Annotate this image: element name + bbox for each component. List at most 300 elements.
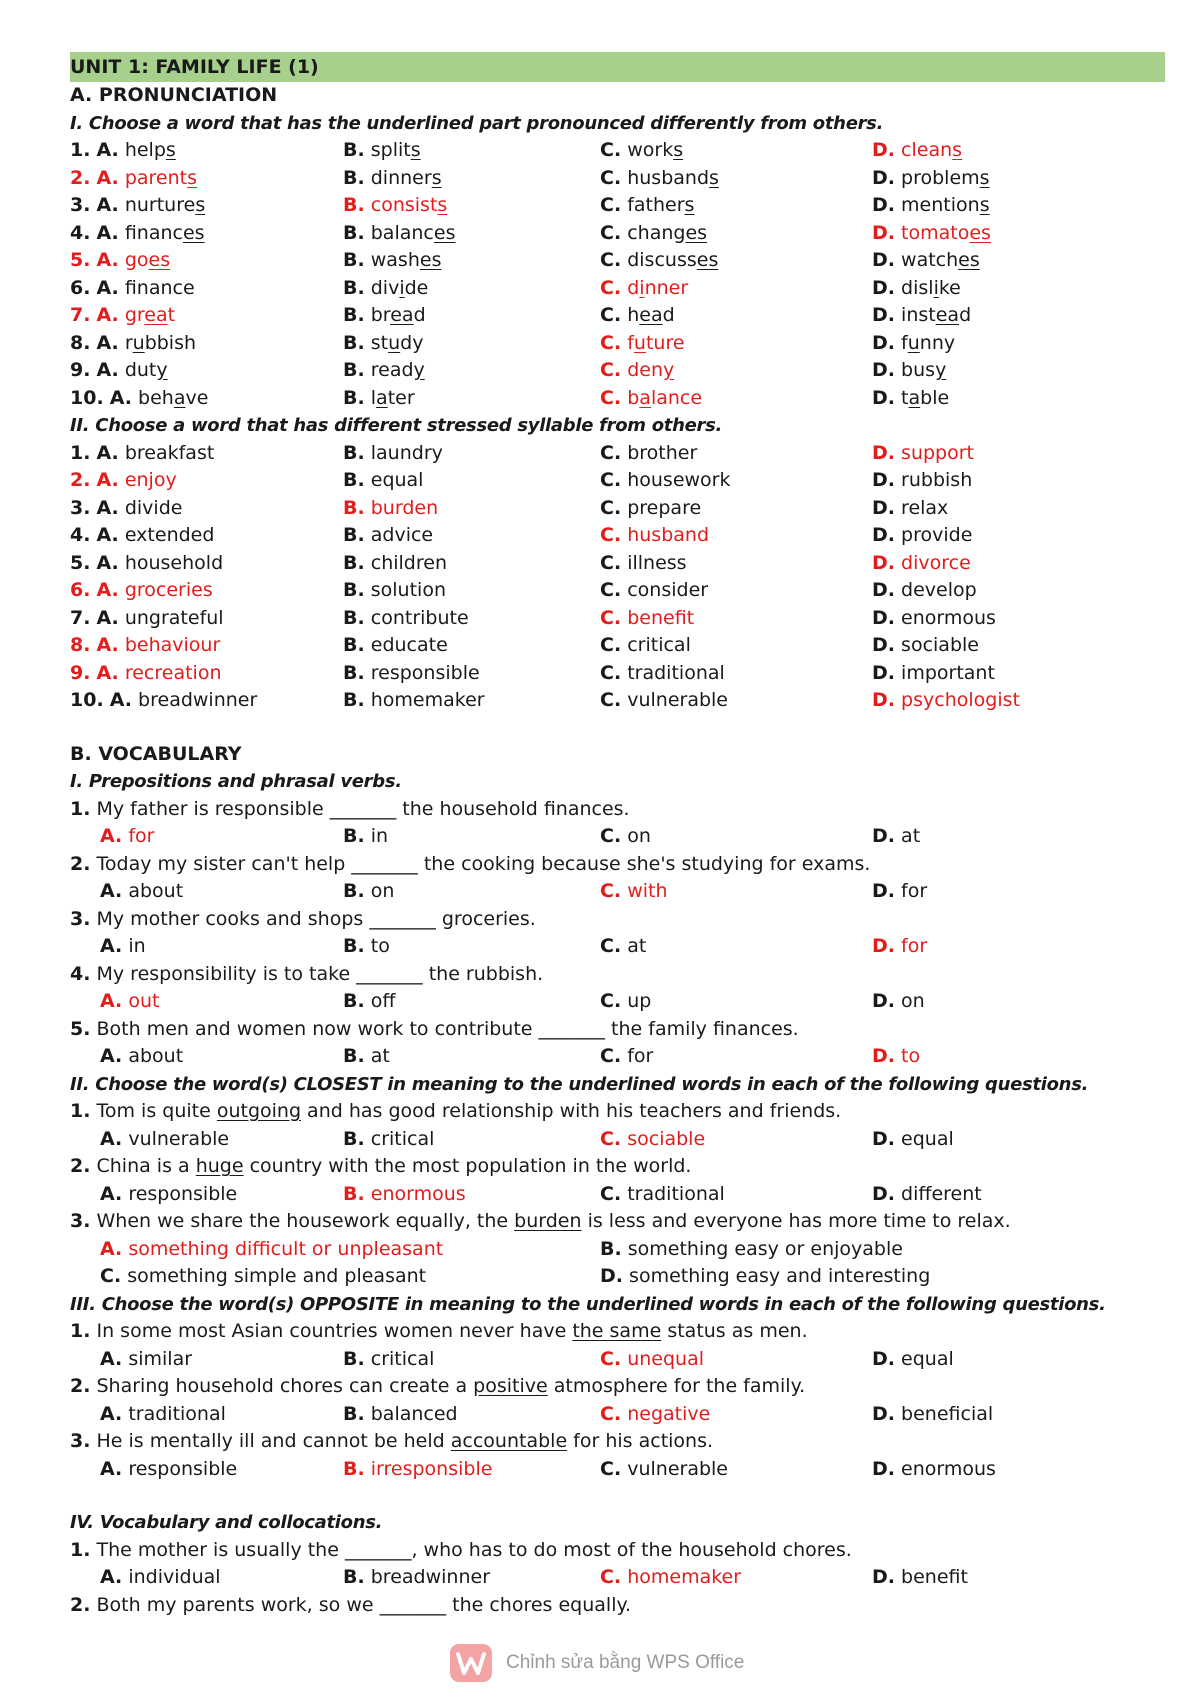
question-stem <box>70 1318 1165 1346</box>
underlined-part: u <box>388 331 401 354</box>
option-label: A. <box>96 606 119 629</box>
stem-text: Tom is quite <box>96 1100 217 1122</box>
option-word: out <box>128 990 160 1012</box>
answer-option <box>872 330 955 358</box>
question-row <box>70 357 1165 385</box>
option-label: B. <box>343 1347 365 1370</box>
question-row <box>70 302 1165 330</box>
collocation-questions <box>70 1537 1165 1620</box>
answer-option <box>343 137 421 165</box>
option-label: A. <box>100 880 123 902</box>
option-label: B. <box>343 276 365 299</box>
option-word: husband <box>627 524 710 546</box>
option-word: divide <box>124 496 183 519</box>
underlined-word: the same <box>572 1320 662 1342</box>
wps-logo-icon <box>450 1644 492 1682</box>
option-label: C. <box>600 579 622 601</box>
answer-option <box>872 878 927 906</box>
option-label: D. <box>872 935 895 957</box>
option-word: laundry <box>370 441 443 464</box>
stem-text: is less and everyone has more time to relax. <box>581 1210 1011 1232</box>
option-label: B. <box>343 825 365 847</box>
option-word: on <box>370 880 395 902</box>
option-word: great <box>124 304 176 326</box>
question-stem <box>70 1153 1165 1181</box>
answer-option <box>100 1346 192 1374</box>
underlined-word: burden <box>514 1210 582 1232</box>
stem-text: and has good relationship with his teachers and friends. <box>301 1100 842 1122</box>
answer-option <box>600 1456 728 1484</box>
option-label: D. <box>872 689 895 711</box>
answer-option <box>343 440 443 468</box>
question-stem <box>70 1537 1165 1565</box>
option-label: B. <box>343 689 365 711</box>
option-word: housework <box>627 469 731 491</box>
answer-option <box>100 878 183 906</box>
option-label: C. <box>600 194 622 216</box>
answer-option <box>70 357 168 385</box>
options-row <box>70 660 1165 688</box>
preposition-questions <box>70 796 1165 1071</box>
option-word: different <box>901 1182 982 1205</box>
option-label: A. <box>100 935 123 957</box>
answer-option <box>600 220 707 248</box>
question-stem <box>70 851 1165 879</box>
option-label: B. <box>343 331 365 354</box>
option-label: B. <box>343 194 365 216</box>
underlined-part: u <box>907 331 920 354</box>
option-label: C. <box>600 1566 622 1588</box>
answer-option <box>343 1401 458 1429</box>
underlined-part: s <box>979 194 990 216</box>
answer-option <box>343 385 415 413</box>
answer-option <box>70 220 205 248</box>
opposite-meaning-questions <box>70 1318 1165 1483</box>
question-number: 2. <box>70 1155 91 1177</box>
answer-option <box>872 385 949 413</box>
stem-text: The mother is usually the _______, who has to do most of the household chores. <box>96 1538 852 1561</box>
underlined-part: a <box>908 386 921 409</box>
option-word: at <box>370 1045 390 1067</box>
option-label: B. <box>343 1045 365 1067</box>
option-label: C. <box>600 689 622 711</box>
question-number: 3. <box>70 194 91 216</box>
option-word: responsible <box>128 1182 238 1205</box>
answer-option <box>343 823 388 851</box>
option-label: C. <box>100 1265 122 1287</box>
correct-option <box>100 1236 443 1264</box>
underlined-part: i <box>639 276 645 299</box>
underlined-part: s <box>410 139 421 161</box>
option-word: head <box>627 304 675 326</box>
correct-option <box>343 192 447 220</box>
underlined-part: u <box>132 331 145 354</box>
option-label: B. <box>343 1457 365 1480</box>
options-row <box>70 1564 1165 1592</box>
correct-option <box>600 605 694 633</box>
option-label: A. <box>96 551 119 574</box>
question-stem <box>70 1592 1165 1620</box>
answer-option <box>100 1456 237 1484</box>
answer-option <box>600 660 725 688</box>
option-word: divide <box>370 276 429 299</box>
correct-option <box>600 275 688 303</box>
question-row <box>70 385 1165 413</box>
option-label: D. <box>872 139 895 161</box>
question-number: 10. <box>70 689 104 711</box>
answer-option <box>100 1263 426 1291</box>
stem-text: Both my parents work, so we _______ the chores equally. <box>96 1593 632 1616</box>
option-word: support <box>901 441 974 464</box>
option-label: C. <box>600 1457 622 1480</box>
option-word: discusses <box>627 249 719 271</box>
option-label: D. <box>872 880 895 902</box>
underlined-part: s <box>673 139 684 161</box>
option-word: vulnerable <box>128 1127 230 1150</box>
question-row <box>70 165 1165 193</box>
option-label: C. <box>600 441 622 464</box>
correct-option <box>872 137 962 165</box>
options-row <box>70 605 1165 633</box>
option-word: washes <box>370 249 442 271</box>
option-word: dislike <box>901 276 961 299</box>
option-label: D. <box>872 524 895 546</box>
option-word: at <box>627 935 647 957</box>
stress-questions <box>70 440 1165 715</box>
options-row <box>70 550 1165 578</box>
stem-text: country with the most population in the world. <box>243 1155 692 1177</box>
underlined-part: s <box>437 194 448 216</box>
options-row <box>70 1236 1165 1264</box>
option-label: C. <box>600 331 622 354</box>
answer-option <box>872 823 920 851</box>
correct-option <box>343 1456 492 1484</box>
option-word: traditional <box>627 1182 725 1205</box>
underlined-part: ea <box>935 304 960 326</box>
option-word: prepare <box>627 496 702 519</box>
stem-text: He is mentally ill and cannot be held <box>96 1430 451 1452</box>
option-label: B. <box>343 1127 365 1150</box>
question-number: 8. <box>70 634 91 656</box>
option-word: in <box>370 825 389 847</box>
answer-option <box>872 247 980 275</box>
correct-option <box>600 878 668 906</box>
question-stem <box>70 1428 1165 1456</box>
option-word: balanced <box>370 1402 458 1425</box>
option-label: D. <box>600 1265 623 1287</box>
task-collocations: IV. Vocabulary and collocations. <box>70 1512 383 1533</box>
option-label: C. <box>600 139 622 161</box>
answer-option <box>70 550 223 578</box>
option-word: something simple and pleasant <box>127 1265 427 1287</box>
option-word: rubbish <box>901 469 973 491</box>
stem-text: China is a <box>96 1155 196 1177</box>
option-label: C. <box>600 551 622 574</box>
option-label: D. <box>872 1182 895 1205</box>
option-word: sociable <box>901 634 979 656</box>
answer-option <box>70 605 224 633</box>
option-label: B. <box>343 634 365 656</box>
option-word: critical <box>370 1127 435 1150</box>
option-word: in <box>128 935 146 957</box>
stem-text: Today my sister can't help _______ the cooking because she's studying for exams. <box>96 852 871 875</box>
option-word: critical <box>370 1347 435 1370</box>
question-stem <box>70 1098 1165 1126</box>
options-row <box>70 1346 1165 1374</box>
option-label: C. <box>600 935 622 957</box>
option-word: enormous <box>901 606 996 629</box>
option-label: D. <box>872 661 895 684</box>
option-label: B. <box>343 661 365 684</box>
option-label: B. <box>343 524 365 546</box>
options-row <box>70 823 1165 851</box>
option-label: B. <box>343 1402 365 1425</box>
question-number: 7. <box>70 304 91 326</box>
option-word: benefit <box>901 1566 968 1588</box>
answer-option <box>872 165 990 193</box>
option-label: B. <box>343 359 365 381</box>
question-number: 7. <box>70 606 91 629</box>
option-label: A. <box>96 634 119 656</box>
unit-title: UNIT 1: FAMILY LIFE (1) <box>70 52 1165 82</box>
options-row <box>70 1181 1165 1209</box>
stem-text: for his actions. <box>567 1430 714 1452</box>
option-word: divorce <box>901 551 971 574</box>
wps-watermark-text: Chỉnh sửa bằng WPS Office <box>506 1652 745 1673</box>
option-label: D. <box>872 276 895 299</box>
underlined-part: y <box>935 359 947 381</box>
option-label: B. <box>343 880 365 902</box>
option-word: relax <box>901 496 949 519</box>
option-word: on <box>901 990 925 1012</box>
underlined-part: es <box>433 221 456 244</box>
question-number: 3. <box>70 1430 91 1452</box>
underlined-part: s <box>684 194 695 216</box>
option-word: breakfast <box>124 441 215 464</box>
options-row <box>70 1043 1165 1071</box>
answer-option <box>343 632 448 660</box>
option-label: C. <box>600 1182 622 1205</box>
option-word: solution <box>370 579 446 601</box>
answer-option <box>600 577 708 605</box>
underlined-part: es <box>419 249 442 271</box>
option-label: D. <box>872 331 895 354</box>
question-number: 2. <box>70 166 91 189</box>
option-word: negative <box>627 1402 711 1425</box>
question-stem <box>70 1373 1165 1401</box>
question-number: 1. <box>70 441 91 464</box>
answer-option <box>343 577 446 605</box>
option-label: D. <box>872 1045 895 1067</box>
option-word: recreation <box>124 661 222 684</box>
question-number: 10. <box>70 386 104 409</box>
option-word: cleans <box>901 139 963 161</box>
answer-option <box>343 357 425 385</box>
question-number: 2. <box>70 469 91 491</box>
option-label: D. <box>872 386 895 409</box>
option-word: household <box>124 551 224 574</box>
options-row <box>70 1263 1165 1291</box>
option-word: splits <box>370 139 421 161</box>
option-label: C. <box>600 1127 622 1150</box>
answer-option <box>343 467 423 495</box>
option-label: A. <box>96 139 119 161</box>
option-label: A. <box>100 1347 123 1370</box>
answer-option <box>600 247 718 275</box>
option-label: C. <box>600 166 622 189</box>
answer-option <box>872 605 996 633</box>
task-pronunciation-underlined: I. Choose a word that has the underlined part pronounced differently from others. <box>70 112 884 134</box>
option-word: something easy and interesting <box>629 1265 931 1287</box>
answer-option <box>343 1126 434 1154</box>
option-word: off <box>370 990 396 1012</box>
option-label: B. <box>600 1237 622 1260</box>
question-row <box>70 192 1165 220</box>
answer-option <box>70 495 182 523</box>
option-label: D. <box>872 249 895 271</box>
option-word: rubbish <box>124 331 197 354</box>
correct-option <box>70 467 177 495</box>
underlined-part: ea <box>390 304 414 326</box>
option-label: A. <box>100 1045 123 1067</box>
answer-option <box>872 577 977 605</box>
option-label: B. <box>343 606 365 629</box>
task-prepositions: I. Prepositions and phrasal verbs. <box>70 771 402 792</box>
option-word: sociable <box>627 1127 706 1150</box>
option-label: A. <box>96 304 119 326</box>
option-label: B. <box>343 139 365 161</box>
option-word: works <box>627 139 684 161</box>
option-label: D. <box>872 469 895 491</box>
answer-option <box>100 1181 237 1209</box>
option-word: about <box>128 1045 184 1067</box>
option-label: A. <box>100 1182 123 1205</box>
task-closest-meaning: II. Choose the word(s) CLOSEST in meaning to the underlined words in each of the following questions. <box>70 1073 1089 1095</box>
underlined-word: outgoing <box>216 1100 302 1122</box>
option-word: traditional <box>128 1402 226 1425</box>
correct-option <box>600 330 685 358</box>
answer-option <box>70 275 195 303</box>
option-label: C. <box>600 221 622 244</box>
option-label: D. <box>872 579 895 601</box>
option-word: parents <box>124 166 198 189</box>
option-label: D. <box>872 1402 895 1425</box>
stem-text: Sharing household chores can create a <box>96 1375 474 1397</box>
answer-option <box>600 192 694 220</box>
option-label: C. <box>600 496 622 519</box>
option-label: B. <box>343 304 365 326</box>
option-label: D. <box>872 496 895 519</box>
answer-option <box>100 1043 183 1071</box>
question-number: 6. <box>70 579 91 601</box>
option-word: responsible <box>370 661 480 684</box>
correct-option <box>70 302 175 330</box>
option-label: A. <box>100 1237 123 1260</box>
answer-option <box>600 550 687 578</box>
answer-option <box>70 440 214 468</box>
answer-option <box>872 495 948 523</box>
option-word: irresponsible <box>370 1457 493 1480</box>
question-number: 4. <box>70 524 91 546</box>
option-label: A. <box>109 386 132 409</box>
option-word: behave <box>138 386 209 409</box>
option-word: homemaker <box>370 689 485 711</box>
option-word: burden <box>370 496 439 519</box>
underlined-part: ea <box>144 304 168 326</box>
answer-option <box>100 1564 221 1592</box>
answer-option <box>600 988 651 1016</box>
option-word: changes <box>627 221 708 244</box>
underlined-part: es <box>958 249 980 271</box>
option-label: D. <box>872 551 895 574</box>
option-label: A. <box>100 825 123 847</box>
option-word: enormous <box>901 1457 996 1480</box>
correct-option <box>872 933 927 961</box>
answer-option <box>600 687 728 715</box>
option-word: study <box>370 331 424 354</box>
option-word: contribute <box>370 606 469 629</box>
option-word: similar <box>128 1347 193 1370</box>
option-word: vulnerable <box>627 689 728 711</box>
option-label: A. <box>96 249 119 271</box>
correct-option <box>70 247 170 275</box>
question-number: 3. <box>70 907 91 930</box>
correct-option <box>600 1564 741 1592</box>
underlined-part: s <box>431 166 442 189</box>
answer-option <box>70 192 205 220</box>
option-word: ready <box>370 359 425 381</box>
option-word: later <box>370 386 415 409</box>
spacer <box>70 715 1165 741</box>
option-label: C. <box>600 469 622 491</box>
correct-option <box>600 385 702 413</box>
option-word: develop <box>901 579 977 601</box>
answer-option <box>600 1263 930 1291</box>
question-number: 1. <box>70 797 91 820</box>
answer-option <box>600 1043 653 1071</box>
stem-text: When we share the housework equally, the <box>96 1210 515 1232</box>
question-stem <box>70 961 1165 989</box>
option-label: D. <box>872 304 895 326</box>
option-label: C. <box>600 524 622 546</box>
closest-meaning-questions <box>70 1098 1165 1291</box>
option-label: C. <box>600 880 622 902</box>
underlined-part: a <box>173 386 186 409</box>
option-word: critical <box>627 634 691 656</box>
underlined-part: es <box>148 249 171 271</box>
option-label: C. <box>600 634 622 656</box>
question-number: 2. <box>70 1593 91 1616</box>
stem-text: My mother cooks and shops _______ groceries. <box>96 907 536 930</box>
option-label: A. <box>100 1402 123 1425</box>
answer-option <box>600 495 701 523</box>
answer-option <box>872 275 961 303</box>
option-word: breadwinner <box>138 689 258 711</box>
answer-option <box>600 302 675 330</box>
options-row <box>70 687 1165 715</box>
option-label: B. <box>343 441 365 464</box>
underlined-word: positive <box>473 1375 548 1397</box>
stem-text: status as men. <box>661 1320 808 1342</box>
options-row <box>70 522 1165 550</box>
option-label: D. <box>872 1347 895 1370</box>
option-word: vulnerable <box>627 1457 728 1480</box>
option-label: A. <box>100 1566 123 1588</box>
answer-option <box>872 1456 996 1484</box>
question-stem <box>70 796 1165 824</box>
option-label: C. <box>600 249 622 271</box>
underlined-part: es <box>696 249 719 271</box>
